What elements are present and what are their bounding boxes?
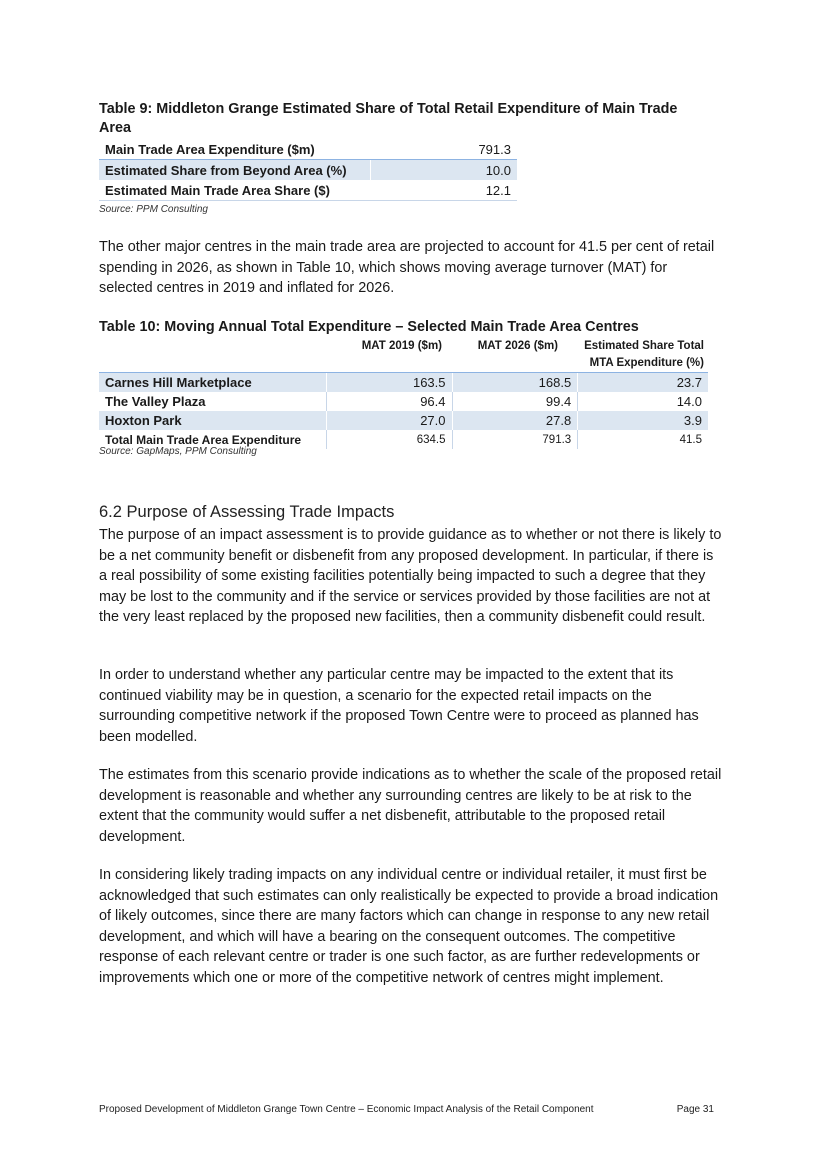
table10-header-mat2026: MAT 2026 ($m) — [477, 340, 558, 352]
table10-header-mat2019: MAT 2019 ($m) — [361, 340, 442, 352]
table-cell-mat2019: 634.5 — [326, 430, 452, 449]
section-paragraph-1: The purpose of an impact assessment is to provide guidance as to whether or not there is likely to be a net community benefit or disbenefit from any proposed development. In particular, if there is a real possibility of some existing facilities potentially being impacted to such a degree that they may be lost to the community and if the service or services provided by those facilities are not at the very least replaced by the proposed new facilities, then a community disbenefit could result. — [99, 527, 722, 625]
table-cell-label: Main Trade Area Expenditure ($m) — [99, 139, 371, 160]
table-cell-share: 41.5 — [578, 430, 708, 449]
table-row — [99, 411, 708, 430]
table-cell-mat2026: 791.3 — [452, 430, 578, 449]
table10 — [99, 372, 708, 449]
table-row — [99, 392, 708, 411]
table-cell-value: 791.3 — [371, 139, 517, 160]
table-cell-share: 14.0 — [578, 392, 708, 411]
table-row — [99, 180, 517, 201]
section-paragraph-2: In order to understand whether any particular centre may be impacted to the extent that its continued viability may be in question, a scenario for the expected retail impacts on the surrounding competitive network if the proposed Town Centre were to proceed as planned has been modelled. — [99, 667, 699, 745]
table10-header-share — [560, 338, 704, 372]
table-cell-mat2026: 27.8 — [452, 411, 578, 430]
page-number: Page 31 — [676, 1104, 714, 1115]
table-cell-mat2026: 99.4 — [452, 392, 578, 411]
table-row — [99, 373, 708, 393]
section-paragraph-3: The estimates from this scenario provide indications as to whether the scale of the proposed retail development is reasonable and whether any surrounding centres are likely to be at risk to the extent that the community would suffer a net disbenefit, attributable to the proposed retail development. — [99, 767, 722, 845]
table10-caption: Table 10: Moving Annual Total Expenditure – Selected Main Trade Area Centres — [99, 319, 639, 335]
table-cell-value: 10.0 — [371, 160, 517, 181]
table10-source: Source: GapMaps, PPM Consulting — [99, 446, 257, 457]
intro-paragraph: The other major centres in the main trade area are projected to account for 41.5 per cent of retail spending in 2026, as shown in Table 10, which shows moving average turnover (MAT) for selected centres in 2019 and inflated for 2026. — [99, 239, 715, 296]
table-cell-share: 3.9 — [578, 411, 708, 430]
table-row — [99, 160, 517, 181]
table-cell-mat2019: 27.0 — [326, 411, 452, 430]
table9 — [99, 139, 517, 201]
table9-source: Source: PPM Consulting — [99, 204, 208, 215]
table-cell-mat2026: 168.5 — [452, 373, 578, 393]
table-cell-label: The Valley Plaza — [105, 394, 206, 409]
table-cell-label: Estimated Share from Beyond Area (%) — [99, 160, 371, 181]
table-cell-mat2019: 163.5 — [326, 373, 452, 393]
table9-caption: Table 9: Middleton Grange Estimated Share of Total Retail Expenditure of Main Trade Area — [99, 101, 678, 136]
table10-header-share-line2: MTA Expenditure (%) — [589, 357, 704, 369]
section-paragraph-4: In considering likely trading impacts on any individual centre or individual retailer, it must first be acknowledged that such estimates can only realistically be expected to provide a broad indication of likely outcomes, since there are many factors which can change in response to any new retail development, and which will have a bearing on the consequent outcomes. The competitive response of each relevant centre or trader is one such factor, as are further redevelopments or improvements which one or more of the competitive network of centres might implement. — [99, 867, 719, 986]
table-cell-label: Carnes Hill Marketplace — [99, 373, 326, 393]
table-cell-label: Hoxton Park — [99, 411, 326, 430]
table-cell-label: Estimated Main Trade Area Share ($) — [99, 180, 371, 201]
table-row — [99, 139, 517, 160]
table-cell-value: 12.1 — [371, 180, 517, 201]
section-heading: 6.2 Purpose of Assessing Trade Impacts — [99, 503, 395, 521]
table-cell-mat2019: 96.4 — [326, 392, 452, 411]
footer-title: Proposed Development of Middleton Grange Town Centre – Economic Impact Analysis of the Retail Component — [99, 1104, 594, 1115]
table-cell-label: Total Main Trade Area Expenditure — [105, 432, 302, 447]
table10-header-share-line1: Estimated Share Total — [584, 340, 704, 352]
table-cell-share: 23.7 — [578, 373, 708, 393]
